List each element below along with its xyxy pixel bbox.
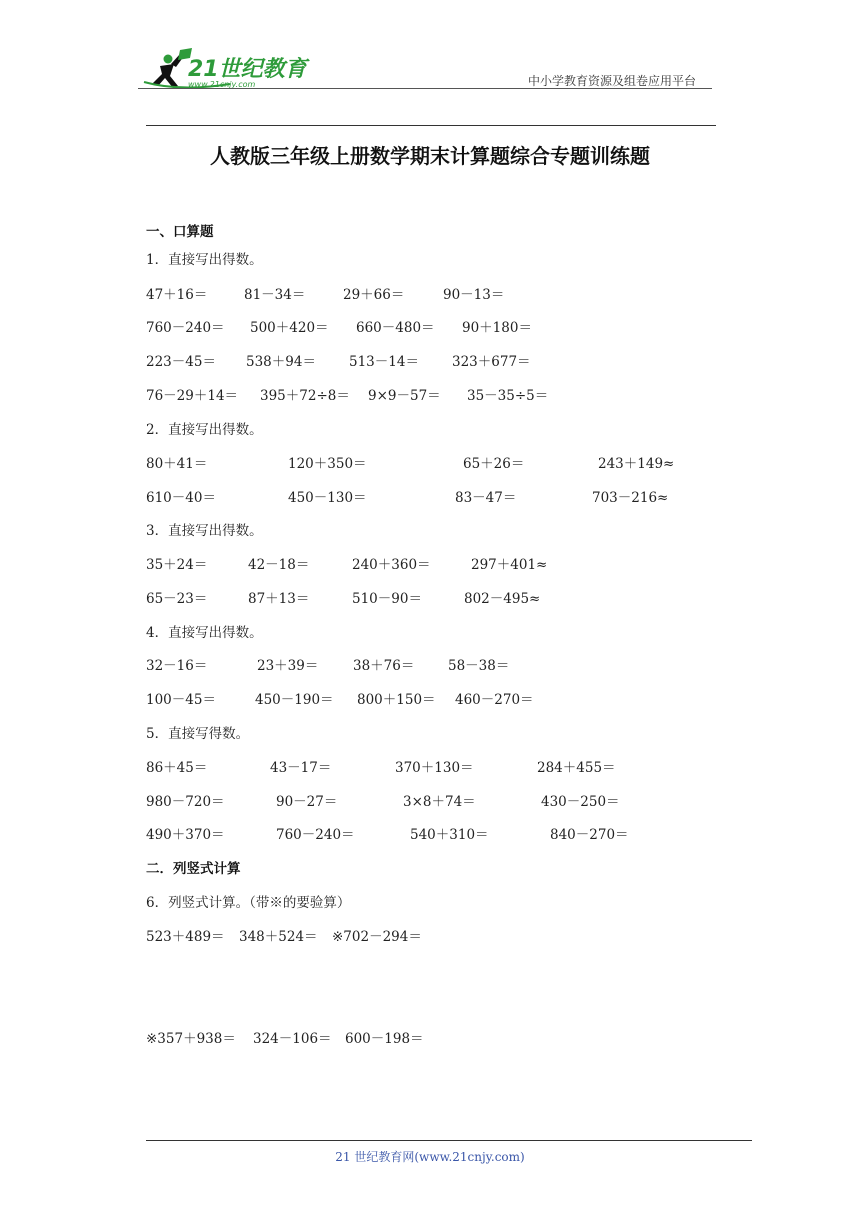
expression: 703－216≈ xyxy=(592,490,669,506)
logo-url: www.21cnjy.com xyxy=(188,80,256,89)
expression: 610－40＝ xyxy=(146,490,216,506)
expression: 600－198＝ xyxy=(345,1031,424,1047)
expression: ※357＋938＝ xyxy=(146,1031,236,1047)
expression: 760－240＝ xyxy=(146,320,225,336)
runner-logo-icon xyxy=(140,46,310,92)
expression: 297＋401≈ xyxy=(471,557,548,573)
question-2-head: 2．直接写出得数。 xyxy=(146,422,263,438)
expression: 800＋150＝ xyxy=(357,692,436,708)
expression: 35－35÷5＝ xyxy=(467,388,549,404)
question-5-head: 5．直接写得数。 xyxy=(146,726,250,742)
expression: 76－29＋14＝ xyxy=(146,388,239,404)
question-6-head: 6．列竖式计算。（带※的要验算） xyxy=(146,895,351,911)
expression: 510－90＝ xyxy=(352,591,422,607)
expression: 284＋455＝ xyxy=(537,760,616,776)
expression: 90＋180＝ xyxy=(462,320,532,336)
expression: 323＋677＝ xyxy=(452,354,531,370)
title-divider xyxy=(146,125,716,126)
expression: 35＋24＝ xyxy=(146,557,208,573)
expression: 760－240＝ xyxy=(276,827,355,843)
expression: 90－27＝ xyxy=(276,794,338,810)
header-divider xyxy=(138,88,712,89)
expression: 430－250＝ xyxy=(541,794,620,810)
expression: 840－270＝ xyxy=(550,827,629,843)
expression: 540＋310＝ xyxy=(410,827,489,843)
expression: 538＋94＝ xyxy=(246,354,316,370)
expression: 348＋524＝ xyxy=(239,929,318,945)
expression: 370＋130＝ xyxy=(395,760,474,776)
header-tagline: 中小学教育资源及组卷应用平台 xyxy=(528,74,697,88)
expression: 65－23＝ xyxy=(146,591,208,607)
expression: 523＋489＝ xyxy=(146,929,225,945)
expression: 450－130＝ xyxy=(288,490,367,506)
expression: 32－16＝ xyxy=(146,658,208,674)
expression: 120＋350＝ xyxy=(288,456,367,472)
expression: 3×8＋74＝ xyxy=(403,794,476,810)
expression: 660－480＝ xyxy=(356,320,435,336)
expression: 500＋420＝ xyxy=(250,320,329,336)
expression: 87＋13＝ xyxy=(248,591,310,607)
expression: 243＋149≈ xyxy=(598,456,675,472)
expression: 223－45＝ xyxy=(146,354,216,370)
expression: 47＋16＝ xyxy=(146,287,208,303)
expression: 65＋26＝ xyxy=(463,456,525,472)
expression: 460－270＝ xyxy=(455,692,534,708)
expression: 86＋45＝ xyxy=(146,760,208,776)
expression: 240＋360＝ xyxy=(352,557,431,573)
logo-text: 21世纪教育 xyxy=(188,57,307,82)
section-heading-vertical: 二．列竖式计算 xyxy=(146,861,241,877)
expression: 513－14＝ xyxy=(349,354,419,370)
footer-link[interactable]: 21 世纪教育网(www.21cnjy.com) xyxy=(335,1150,525,1164)
expression: 83－47＝ xyxy=(455,490,517,506)
expression: 490＋370＝ xyxy=(146,827,225,843)
expression: 980－720＝ xyxy=(146,794,225,810)
expression: 38＋76＝ xyxy=(353,658,415,674)
expression: 90－13＝ xyxy=(443,287,505,303)
footer-divider xyxy=(146,1140,752,1141)
page-title: 人教版三年级上册数学期末计算题综合专题训练题 xyxy=(210,144,650,168)
expression: 81－34＝ xyxy=(244,287,306,303)
expression: 23＋39＝ xyxy=(257,658,319,674)
expression: 9×9－57＝ xyxy=(368,388,441,404)
expression: 450－190＝ xyxy=(255,692,334,708)
expression: 395＋72÷8＝ xyxy=(260,388,350,404)
question-1-head: 1．直接写出得数。 xyxy=(146,252,263,268)
expression: 58－38＝ xyxy=(448,658,510,674)
expression: 80＋41＝ xyxy=(146,456,208,472)
expression: 29＋66＝ xyxy=(343,287,405,303)
expression: ※702－294＝ xyxy=(332,929,422,945)
expression: 43－17＝ xyxy=(270,760,332,776)
expression: 100－45＝ xyxy=(146,692,216,708)
section-heading-oral: 一、口算题 xyxy=(146,224,214,240)
question-4-head: 4．直接写出得数。 xyxy=(146,625,263,641)
expression: 802－495≈ xyxy=(464,591,541,607)
expression: 324－106＝ xyxy=(253,1031,332,1047)
site-logo xyxy=(140,46,310,92)
question-3-head: 3．直接写出得数。 xyxy=(146,523,263,539)
expression: 42－18＝ xyxy=(248,557,310,573)
